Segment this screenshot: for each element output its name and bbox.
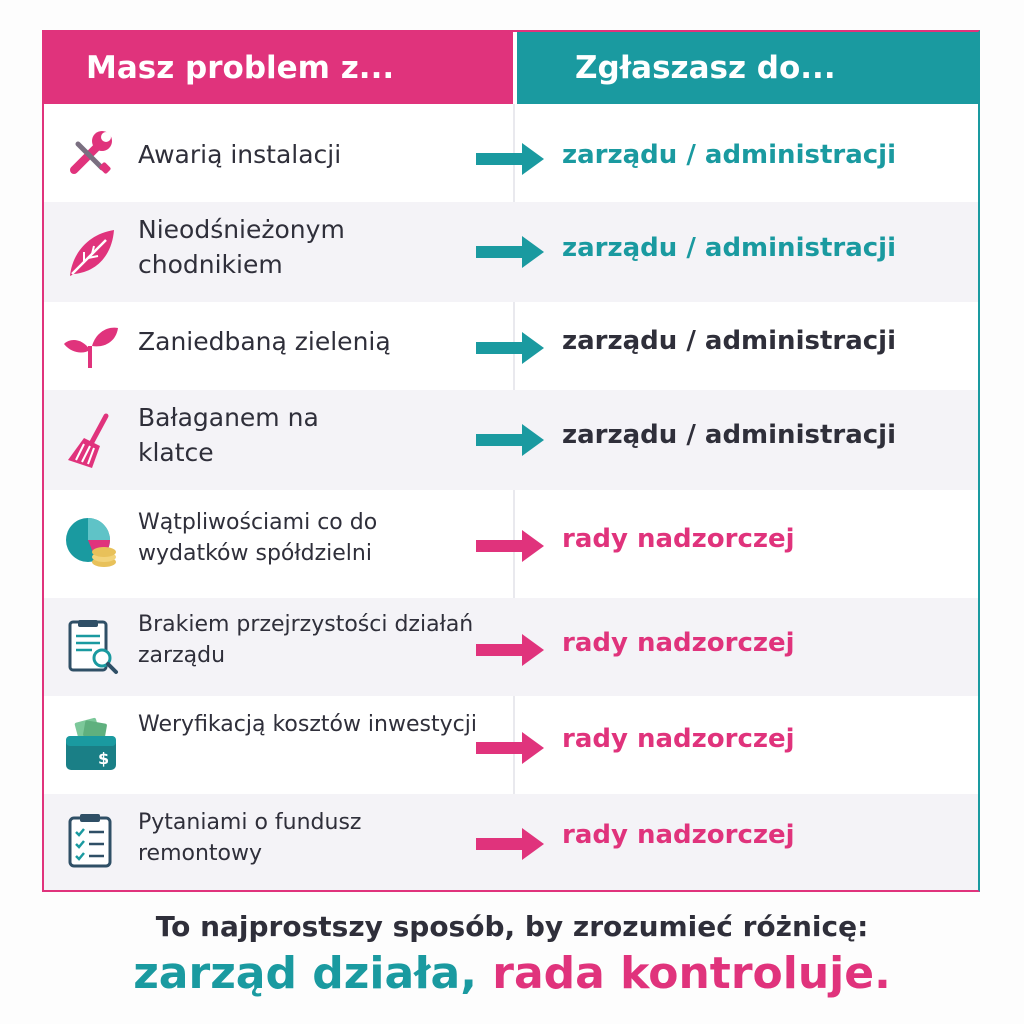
comparison-table [42,30,980,892]
arrow-right-icon [474,630,546,670]
slogan-council-controls: rada kontroluje. [492,948,891,999]
table-row [44,104,978,202]
footer-slogan [0,948,1024,999]
row-label: Pytaniami o fundusz remontowy [138,810,362,866]
pie-chart-coins-icon [62,514,120,572]
row-label: Bałaganem na klatce [138,403,319,467]
sprout-icon [62,316,120,374]
arrow-right-icon [474,728,546,768]
row-target: zarządu / administracji [562,140,896,170]
row-target: rady nadzorczej [562,628,795,658]
table-row [44,696,978,794]
arrow-right-icon [474,232,546,272]
table-header [44,32,978,104]
row-label: Awarią instalacji [138,140,342,169]
row-label: Wątpliwościami co do wydatków spółdzielni [138,510,378,566]
row-target: zarządu / administracji [562,420,896,450]
leaf-icon [62,224,120,282]
table-row [44,490,978,598]
header-report-to: Zgłaszasz do... [513,32,978,104]
checklist-clipboard-icon [62,812,120,870]
arrow-right-icon [474,420,546,460]
row-label: Weryfikacją kosztów inwestycji [138,712,477,737]
arrow-right-icon [474,824,546,864]
table-row [44,390,978,490]
row-target: zarządu / administracji [562,233,896,263]
row-target: rady nadzorczej [562,524,795,554]
footer-caption: To najprostszy sposób, by zrozumieć różnicę: [155,910,869,943]
wrench-screwdriver-icon [62,124,120,182]
row-label: Brakiem przejrzystości działań zarządu [138,612,474,668]
row-target: rady nadzorczej [562,724,795,754]
slogan-board-acts: zarząd działa, [133,948,477,999]
row-label: Nieodśnieżonym chodnikiem [138,215,345,279]
broom-icon [62,412,120,470]
table-row [44,794,978,890]
table-row [44,202,978,302]
row-target: zarządu / administracji [562,326,896,356]
table-row [44,598,978,696]
table-row [44,302,978,390]
row-label: Zaniedbaną zielenią [138,327,391,356]
svg-text:$: $ [98,749,110,768]
row-target: rady nadzorczej [562,820,795,850]
document-magnifier-icon [62,618,120,676]
arrow-right-icon [474,139,546,179]
money-wallet-icon [62,716,120,774]
arrow-right-icon [474,526,546,566]
arrow-right-icon [474,328,546,368]
header-problem: Masz problem z... [44,32,513,104]
